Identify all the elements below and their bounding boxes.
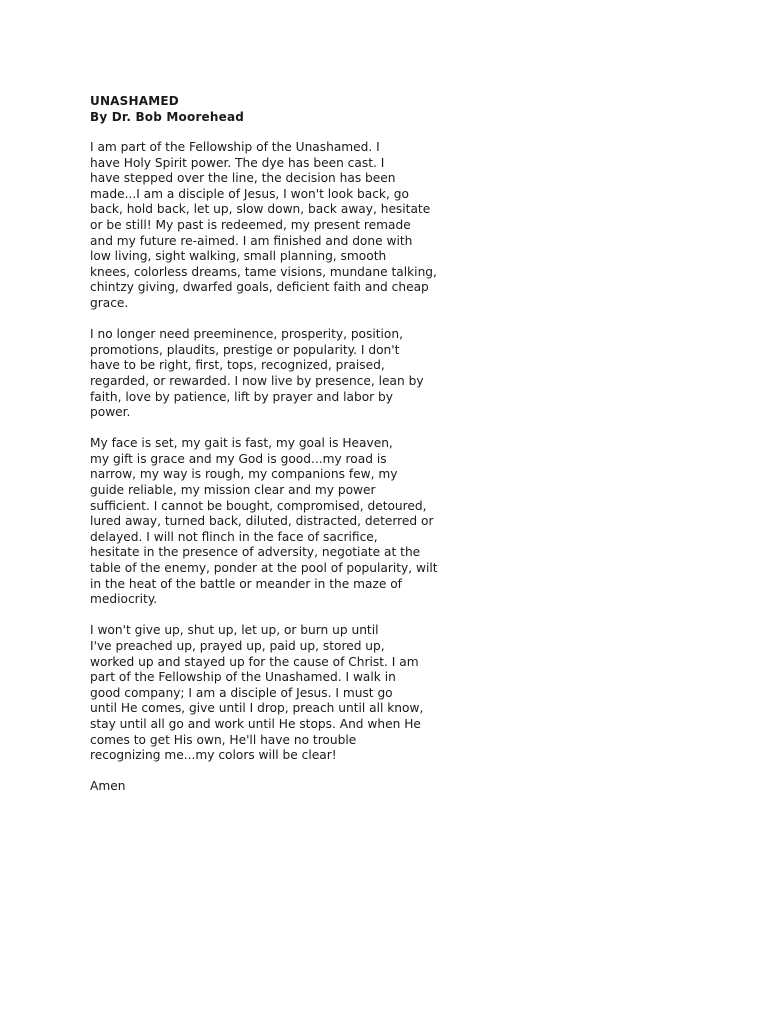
- paragraph-line: worked up and stayed up for the cause of Christ. I am: [90, 654, 419, 669]
- paragraph-line: I've preached up, prayed up, paid up, stored up,: [90, 639, 385, 653]
- paragraph-line: have Holy Spirit power. The dye has been cast. I: [90, 155, 385, 170]
- paragraph-line: have to be right, first, tops, recognized, praised,: [90, 358, 385, 373]
- paragraph-line: good company; I am a disciple of Jesus. I must go: [90, 685, 393, 700]
- paragraph-line: I won't give up, shut up, let up, or burn up until: [90, 623, 379, 638]
- paragraph-line: promotions, plaudits, prestige or popularity. I don't: [90, 342, 400, 357]
- paragraph-line: my gift is grace and my God is good...my road is: [90, 451, 387, 466]
- paragraph-line: and my future re-aimed. I am finished and done with: [90, 233, 413, 248]
- document-page: [90, 93, 470, 795]
- paragraph-line: comes to get His own, He'll have no trouble: [90, 732, 357, 747]
- paragraph-line: I no longer need preeminence, prosperity, position,: [90, 327, 403, 342]
- paragraph-1: [90, 140, 470, 312]
- paragraph-line: stay until all go and work until He stops. And when He: [90, 716, 421, 731]
- paragraph-line: lured away, turned back, diluted, distracted, deterred or: [90, 514, 434, 529]
- paragraph-line: back, hold back, let up, slow down, back away, hesitate: [90, 202, 431, 217]
- paragraph-line: until He comes, give until I drop, preach until all know,: [90, 701, 424, 716]
- closing: [90, 779, 470, 795]
- paragraph-line: faith, love by patience, lift by prayer and labor by: [90, 389, 394, 404]
- paragraph-line: in the heat of the battle or meander in the maze of: [90, 576, 402, 591]
- paragraph-line: grace.: [90, 295, 129, 310]
- closing-text: Amen: [90, 779, 126, 794]
- paragraph-line: have stepped over the line, the decision has been: [90, 171, 396, 186]
- paragraph-line: guide reliable, my mission clear and my power: [90, 483, 376, 498]
- document-author: By Dr. Bob Moorehead: [90, 110, 245, 124]
- paragraph-line: chintzy giving, dwarfed goals, deficient faith and cheap: [90, 280, 429, 295]
- paragraph-line: mediocrity.: [90, 592, 158, 607]
- paragraph-line: My face is set, my gait is fast, my goal is Heaven,: [90, 436, 393, 451]
- paragraph-4: [90, 623, 470, 763]
- paragraph-line: regarded, or rewarded. I now live by presence, lean by: [90, 373, 424, 388]
- document-title: UNASHAMED: [90, 94, 179, 108]
- paragraph-line: I am part of the Fellowship of the Unashamed. I: [90, 140, 380, 154]
- title-block: [90, 93, 470, 125]
- paragraph-3: [90, 436, 470, 608]
- paragraph-line: hesitate in the presence of adversity, negotiate at the: [90, 545, 421, 560]
- paragraph-line: or be still! My past is redeemed, my present remade: [90, 217, 411, 232]
- paragraph-line: sufficient. I cannot be bought, compromised, detoured,: [90, 498, 427, 513]
- paragraph-line: part of the Fellowship of the Unashamed. I walk in: [90, 670, 396, 685]
- paragraph-line: narrow, my way is rough, my companions few, my: [90, 467, 398, 482]
- paragraph-line: made...I am a disciple of Jesus, I won't look back, go: [90, 186, 409, 201]
- paragraph-line: delayed. I will not flinch in the face of sacrifice,: [90, 529, 378, 544]
- paragraph-2: [90, 327, 470, 421]
- paragraph-line: power.: [90, 405, 131, 420]
- paragraph-line: knees, colorless dreams, tame visions, mundane talking,: [90, 264, 437, 279]
- paragraph-line: low living, sight walking, small planning, smooth: [90, 249, 387, 264]
- paragraph-line: table of the enemy, ponder at the pool of popularity, wilt: [90, 561, 438, 576]
- paragraph-line: recognizing me...my colors will be clear!: [90, 748, 337, 763]
